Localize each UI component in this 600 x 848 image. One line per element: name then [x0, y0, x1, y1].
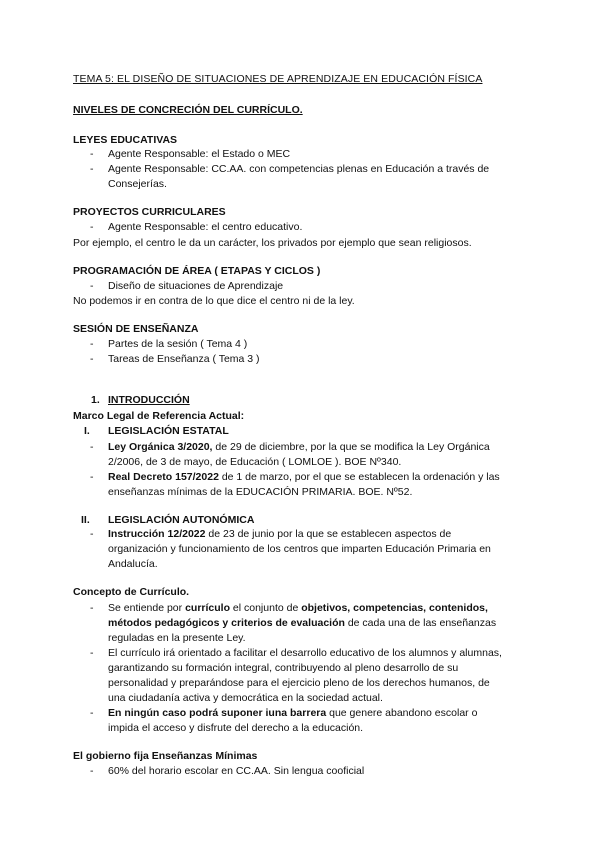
list-item-continuation: una ciudadanía activa y democrática en la sociedad actual. — [108, 692, 383, 704]
bullet-dash: - — [90, 471, 94, 483]
list-item — [108, 440, 490, 455]
text-bold: En ningún caso podrá suponer iuna barrera — [108, 707, 327, 719]
list-item: Diseño de situaciones de Aprendizaje — [108, 280, 284, 292]
heading-gobierno: El gobierno fija Enseñanzas Mínimas — [73, 750, 258, 762]
text-bold: currículo — [185, 602, 230, 614]
bullet-dash: - — [90, 765, 94, 777]
list-item — [108, 706, 477, 721]
heading-concepto: Concepto de Currículo. — [73, 586, 190, 598]
list-item: El currículo irá orientado a facilitar el desarrollo educativo de los alumnos y alumnas, — [108, 647, 502, 659]
law-text: de 29 de diciembre, por la que se modifica la Ley Orgánica — [212, 441, 490, 453]
bullet-dash: - — [90, 338, 94, 350]
list-item: Tareas de Enseñanza ( Tema 3 ) — [108, 353, 260, 365]
list-item: Agente Responsable: el Estado o MEC — [108, 148, 291, 160]
bullet-dash: - — [90, 602, 94, 614]
roman-numeral: I. — [84, 425, 90, 437]
law-text: de 1 de marzo, por el que se establecen la ordenación y las — [218, 471, 500, 483]
bullet-dash: - — [90, 148, 94, 160]
list-item — [108, 527, 451, 542]
list-item: Agente Responsable: CC.AA. con competencias plenas en Educación a través de — [108, 163, 490, 175]
list-item-continuation: reguladas en la presente Ley. — [108, 632, 246, 644]
heading-estatal: LEGISLACIÓN ESTATAL — [108, 425, 229, 437]
bullet-dash: - — [90, 163, 94, 175]
list-item-continuation: organización y funcionamiento de los centros que imparten Educación Primaria en — [108, 543, 491, 555]
heading-leyes: LEYES EDUCATIVAS — [73, 134, 178, 146]
bullet-dash: - — [90, 221, 94, 233]
law-name: Real Decreto 157/2022 — [108, 471, 219, 483]
text-run: Se entiende por — [108, 602, 186, 614]
list-item: Partes de la sesión ( Tema 4 ) — [108, 338, 248, 350]
heading-sesion: SESIÓN DE ENSEÑANZA — [73, 323, 199, 335]
list-item: Agente Responsable: el centro educativo. — [108, 221, 303, 233]
text-bold: objetivos, competencias, contenidos, — [301, 602, 488, 614]
text-run: el conjunto de — [230, 602, 302, 614]
roman-numeral: II. — [81, 514, 90, 526]
text-run: que genere abandono escolar o — [326, 707, 478, 719]
heading-programacion: PROGRAMACIÓN DE ÁREA ( ETAPAS Y CICLOS ) — [73, 265, 321, 277]
list-item-continuation: impida el acceso y disfrute del derecho a la educación. — [108, 722, 364, 734]
list-item-continuation: personalidad y preparándose para el ejercicio pleno de los derechos humanos, de — [108, 677, 490, 689]
note-text: Por ejemplo, el centro le da un carácter, los privados por ejemplo que sean religiosos. — [73, 237, 472, 249]
subheading-marco: Marco Legal de Referencia Actual: — [73, 410, 245, 422]
list-item — [108, 601, 488, 616]
list-item — [108, 470, 500, 485]
bullet-dash: - — [90, 707, 94, 719]
law-name: Instrucción 12/2022 — [108, 528, 206, 540]
bullet-dash: - — [90, 280, 94, 292]
bullet-dash: - — [90, 353, 94, 365]
text-bold: métodos pedagógicos y criterios de evaluación — [108, 617, 345, 629]
list-item-continuation — [108, 616, 496, 631]
page-title: TEMA 5: EL DISEÑO DE SITUACIONES DE APRENDIZAJE EN EDUCACIÓN FÍSICA — [73, 73, 483, 85]
section-heading-niveles: NIVELES DE CONCRECIÓN DEL CURRÍCULO. — [73, 104, 303, 116]
list-item-continuation: garantizando su formación integral, contribuyendo al pleno desarrollo de su — [108, 662, 459, 674]
list-item-continuation: Consejerías. — [108, 178, 167, 190]
heading-proyectos: PROYECTOS CURRICULARES — [73, 206, 226, 218]
section-number: 1. — [91, 394, 100, 406]
heading-autonomica: LEGISLACIÓN AUTONÓMICA — [108, 514, 255, 526]
list-item-continuation: Andalucía. — [108, 558, 158, 570]
bullet-dash: - — [90, 528, 94, 540]
bullet-dash: - — [90, 647, 94, 659]
bullet-dash: - — [90, 441, 94, 453]
heading-introduccion: INTRODUCCIÓN — [108, 394, 190, 406]
list-item-continuation: 2/2006, de 3 de mayo, de Educación ( LOMLOE ). BOE Nº340. — [108, 456, 402, 468]
list-item: 60% del horario escolar en CC.AA. Sin lengua cooficial — [108, 765, 365, 777]
law-text: de 23 de junio por la que se establecen aspectos de — [205, 528, 452, 540]
text-run: de cada una de las enseñanzas — [344, 617, 497, 629]
note-text: No podemos ir en contra de lo que dice el centro ni de la ley. — [73, 295, 355, 307]
law-name: Ley Orgánica 3/2020, — [108, 441, 213, 453]
list-item-continuation: enseñanzas mínimas de la EDUCACIÓN PRIMARIA. BOE. Nº52. — [108, 486, 413, 498]
